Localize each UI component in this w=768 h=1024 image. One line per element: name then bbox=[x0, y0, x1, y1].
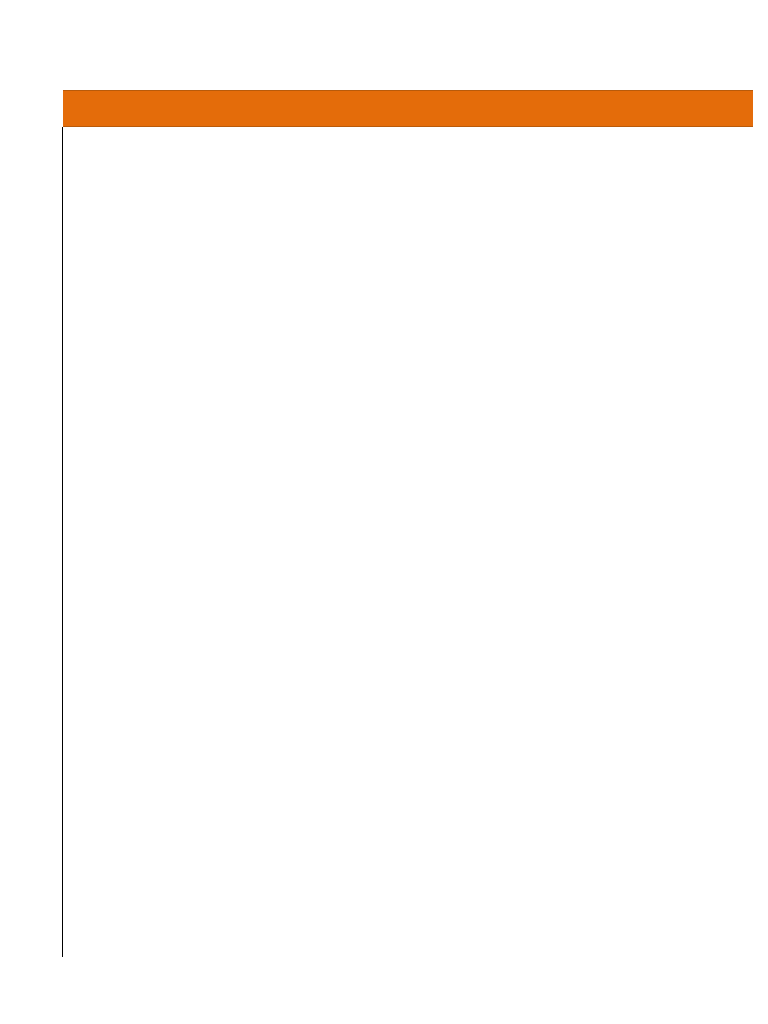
table-header bbox=[63, 90, 753, 127]
table-left-border bbox=[62, 127, 63, 957]
